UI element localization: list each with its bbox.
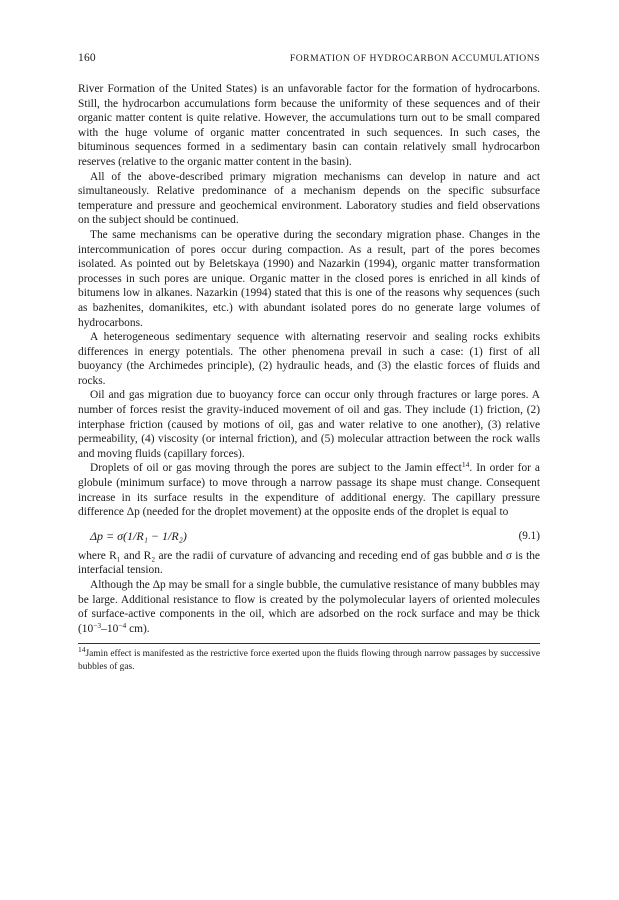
paragraph-jamin-effect <box>78 461 540 519</box>
equation-9-1 <box>78 525 540 547</box>
unit-text: cm). <box>126 622 150 635</box>
running-header <box>78 52 540 68</box>
footnote-mark: 14 <box>78 645 86 655</box>
paragraph-cumulative-resistance <box>78 578 540 636</box>
paragraph-heterogeneous-sequence: A heterogeneous sedimentary sequence with alternating reservoir and sealing rocks exhibits differences in energy potentials. The other phenomena prevail in such a case: (1) first of all buoyancy (the Archimedes principle), (2) hydraulic heads, and (3) the elastic forces of fluids and rocks. <box>78 331 540 387</box>
exponent-second: −4 <box>118 620 127 630</box>
resistance-text: Although the Δp may be small for a single bubble, the cumulative resistance of many bubbles may be large. Additional resistance to flow is created by the polymolecular layers of oriented molecules of surface-active components in the oil, which are adsorbed on the rock surface and may be thick (10 <box>78 579 540 635</box>
document-page <box>78 52 540 674</box>
equation-number: (9.1) <box>518 529 540 542</box>
range-separator: –10 <box>101 622 119 635</box>
footnote <box>78 645 540 673</box>
paragraph-equation-explanation: where R₁ and R₂ are the radii of curvature of advancing and receding end of gas bubble and σ is the interfacial tension. <box>78 549 540 577</box>
body-text <box>78 82 540 636</box>
footnote-divider <box>78 643 540 644</box>
footnote-text: Jamin effect is manifested as the restrictive force exerted upon the fluids flowing through narrow passages by successive bubbles of gas. <box>78 649 540 672</box>
exponent-first: −3 <box>93 620 102 630</box>
paragraph-primary-migration: All of the above-described primary migration mechanisms can develop in nature and act simultaneously. Relative predominance of a mechanism depends on the specific subsurface temperature and pressure and geochemical environment. Laboratory studies and field observations on the subject should be continued. <box>78 170 540 227</box>
paragraph-buoyancy: Oil and gas migration due to buoyancy force can occur only through fractures or large pores. A number of forces resist the gravity-induced movement of oil and gas. They include (1) friction, (2) interphase friction (caused by motions of oil, gas and water relative to one another), (3) relative permeability, (4) viscosity (or internal friction), and (5) molecular attraction between the rock walls and moving fluids (capillary forces). <box>78 389 540 460</box>
paragraph-continuation: River Formation of the United States) is an unfavorable factor for the formation of hydrocarbons. Still, the hydrocarbon accumulations form because the uniformity of these sequences and of their organic matter content is quite relative. However, the accumulations turn out to be small compared with the huge volume of organic matter concentrated in such sequences. In such cases, the bituminous sequences formed in a sedimentary basin can contain relatively small hydrocarbon reserves (relative to the organic matter content in the basin). <box>78 83 540 168</box>
paragraph-secondary-migration: The same mechanisms can be operative during the secondary migration phase. Changes in the intercommunication of pores occur during compaction. As a result, part of the pores becomes isolated. As pointed out by Beletskaya (1990) and Nazarkin (1994), organic matter transformation processes in such pores are unique. Organic matter in the closed pores is enriched in all kinds of bitumens low in alkanes. Nazarkin (1994) stated that this is one of the reasons why sequences (such as bazhenites, domanikites, etc.) with abundant isolated pores do no generate large volumes of hydrocarbons. <box>78 228 540 329</box>
jamin-text-after: . In order for a globule (minimum surface) to move through a narrow passage its shape must change. Consequent increase in its surface results in the expenditure of additional energy. The capillary pressure difference Δp (needed for the droplet movement) at the opposite ends of the droplet is equal to <box>78 462 540 519</box>
page-number: 160 <box>78 52 96 64</box>
jamin-text-before: Droplets of oil or gas moving through the pores are subject to the Jamin effect <box>90 462 462 475</box>
running-title: FORMATION OF HYDROCARBON ACCUMULATIONS <box>289 53 540 64</box>
footnote-reference: 14 <box>461 460 470 470</box>
equation-expression: Δp = σ(1/R₁ − 1/R₂) <box>90 528 187 543</box>
